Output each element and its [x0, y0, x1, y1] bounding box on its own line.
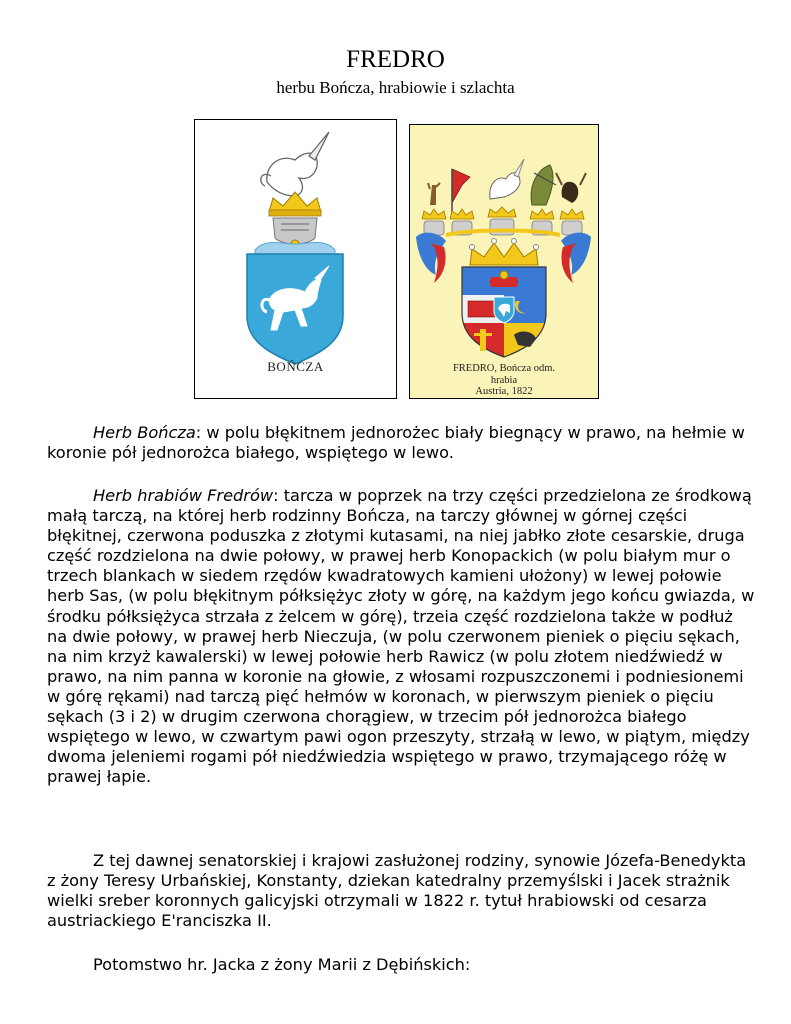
paragraph-1-lead: Herb Bończa [93, 423, 196, 442]
paragraph-1-text: : w polu błękitnem jednorożec biały biegnący w prawo, na hełmie w koronie pół jednorożca białego, wspiętego w lewo. [47, 423, 745, 463]
count-crown-icon [470, 239, 539, 266]
blue-shield-icon [247, 254, 343, 364]
fredro-count-emblem-graphic [410, 125, 597, 397]
bończa-caption: BOŃCZA [267, 359, 324, 374]
quartered-shield-icon [462, 267, 546, 363]
fredro-count-coat-of-arms-image [409, 124, 599, 399]
paragraph-2-text: : tarcza w poprzek na trzy części przedzielona ze środkową małą tarczą, na której herb rodzinny Bończa, na tarczy głównej w górnej części błękitnej, czerwona poduszka z złotymi kutasami, na niej jabłko złote cesarskie, druga część rozdzielona na dwie połowy, w prawej herb Konopackich (w polu białym mur o trzech blankach w siedem rzędów kwadratowych kamieni ułożony) w lewej połowie herb Sas, (w polu błękitnym półksiężyc złoty w górę, na każdym jego końcu gwiazda, w środku półksiężyca strzała z żelcem w górę), trzeia część rozdzielona także w podłuż na dwie połowy, w prawej herb Nieczuja, (w polu czerwonem pieniek o pięciu sękach, na nim krzyż kawalerski) w lewej połowie herb Rawicz (w polu złotem niedźwiedź w prawo, na nim panna w koronie na głowie, z włosami rozpuszczonemi i podniesionemi w górę rękami) nad tarczą pięć hełmów w koronach, w pierwszym pieniek o pięciu sękach (3 i 2) w drugim czerwona chorągiew, w trzecim pół jednorożca białego wspiętego w lewo, w czwartym pawi ogon przeszyty, strzałą w lewo, w piątym, między dwoma jeleniemi rogami pół niedźwiedzia wspiętego w prawo, trzymającego różę w prawej łapie. [47, 486, 755, 787]
fredro-caption-line-1: FREDRO, Bończa odm. [452, 363, 556, 374]
unicorn-crest-icon [261, 132, 329, 196]
crowns-row [422, 207, 584, 219]
fredro-caption-line-3: Austria, 1822 [475, 386, 533, 397]
bończa-coat-of-arms-image [194, 119, 397, 399]
bończa-emblem-graphic [195, 120, 395, 397]
paragraph-herb-bończa [47, 423, 757, 463]
paragraph-potomstwo [47, 955, 757, 975]
paragraph-4-text: Potomstwo hr. Jacka z żony Marii z Dębińskich: [93, 955, 471, 974]
page-title: FREDRO [346, 46, 445, 73]
fredro-caption [410, 363, 598, 398]
paragraph-2-lead: Herb hrabiów Fredrów [93, 486, 274, 505]
crown-icon [269, 192, 321, 216]
fredro-caption-line-2: hrabia [490, 374, 518, 386]
paragraph-3-text: Z tej dawnej senatorskiej i krajowi zasłużonej rodziny, synowie Józefa-Benedykta z żony Teresy Urbańskiej, Konstanty, dziekan katedralny przemyślski i Jacek strażnik wielki sreber koronnych galicyjski otrzymali w 1822 r. tytuł hrabiowski od cesarza austriackiego E'ranciszka II. [47, 851, 747, 931]
paragraph-herb-hrabiów [47, 486, 757, 787]
page-subtitle: herbu Bończa, hrabiowie i szlachta [276, 78, 515, 97]
paragraph-rodzina [47, 851, 757, 931]
helmet-crests-group [428, 159, 586, 215]
